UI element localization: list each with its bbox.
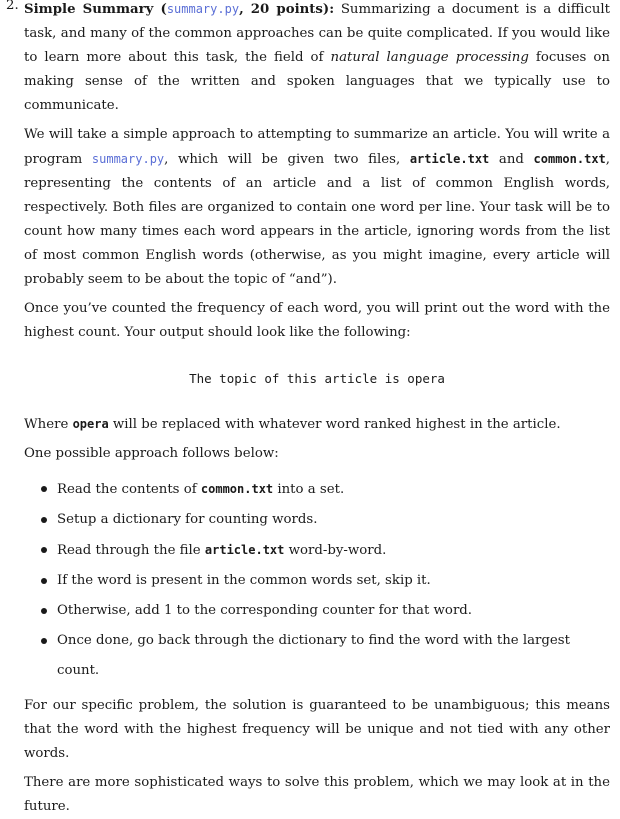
approach-text-a: We will take a simple approach to attempting to summarize an article. You will write a program bbox=[24, 127, 610, 167]
example-word: opera bbox=[72, 417, 109, 431]
problem-points: 20 points bbox=[250, 2, 323, 17]
problem-number: 2. bbox=[6, 0, 19, 13]
approach-intro-paragraph: One possible approach follows below: bbox=[24, 446, 279, 461]
common-file-name: common.txt bbox=[533, 152, 606, 166]
replacement-paragraph bbox=[24, 412, 610, 437]
approach-text-d: , representing the contents of an article and a list of common English words, respectively. Both files are organized to contain one word per line. Your task will be to count how many times each word appears in the article, ignoring words from the list of most common English words (otherwise, as you might imagine, every article will probably seem to be about the topic of “and”). bbox=[24, 152, 610, 287]
step-text: Otherwise, add 1 to the corresponding counter for that word. bbox=[57, 603, 473, 618]
step-code: article.txt bbox=[204, 543, 285, 557]
step-text: Once done, go back through the dictionary to find the word with the largest count. bbox=[57, 633, 570, 678]
list-item bbox=[39, 505, 610, 535]
intro-text-b: focuses on making sense of the written and spoken languages that we typically use to communicate. bbox=[24, 50, 610, 113]
steps-list bbox=[24, 474, 610, 686]
step-text: If the word is present in the common words set, skip it. bbox=[57, 573, 431, 588]
approach-paragraph bbox=[24, 123, 610, 292]
step-text-tail: into a set. bbox=[273, 482, 345, 497]
step-text: Setup a dictionary for counting words. bbox=[57, 512, 318, 527]
approach-text-b: , which will be given two files, bbox=[164, 152, 410, 167]
step-code: common.txt bbox=[200, 482, 274, 496]
uniqueness-paragraph: For our specific problem, the solution is guaranteed to be unambiguous; this means that the word with the highest frequency will be unique and not tied with any other words. bbox=[24, 698, 610, 761]
replacement-text-a: Where bbox=[24, 417, 73, 432]
approach-text-c: and bbox=[489, 152, 534, 167]
intro-italic-term: natural language processing bbox=[330, 50, 529, 65]
program-file-link[interactable]: summary.py bbox=[91, 152, 165, 166]
article-file-name: article.txt bbox=[409, 152, 490, 166]
list-item bbox=[39, 535, 610, 566]
intro-text-a: Summarizing a document is a difficult task, and many of the common approaches can be quite complicated. If you would like to learn more about this task, the field of bbox=[24, 2, 611, 65]
list-item bbox=[39, 626, 610, 686]
list-item bbox=[39, 566, 610, 596]
step-text: Read through the file bbox=[57, 543, 205, 558]
step-text-tail: word-by-word. bbox=[284, 543, 387, 558]
list-item bbox=[39, 474, 610, 505]
list-item bbox=[39, 596, 610, 626]
problem-intro-paragraph: Simple Summary (summary.py, 20 points): Summarizing a document is a difficult task, and many of the common approaches can be quite complicated. If you would like to learn more about this task, the field of natural language processing focuses on making sense of the written and spoken languages that we typically use to communicate. bbox=[24, 2, 611, 113]
closing-paragraph: There are more sophisticated ways to solve this problem, which we may look at in the future. bbox=[24, 775, 610, 814]
problem-file-link[interactable]: summary.py bbox=[166, 2, 240, 16]
step-text: Read the contents of bbox=[57, 482, 201, 497]
replacement-text-b: will be replaced with whatever word ranked highest in the article. bbox=[108, 417, 561, 432]
problem-title: Simple Summary bbox=[24, 2, 154, 17]
output-example: The topic of this article is opera bbox=[189, 371, 445, 386]
output-description-paragraph: Once you’ve counted the frequency of each word, you will print out the word with the highest count. Your output should look like the following: bbox=[24, 301, 610, 340]
